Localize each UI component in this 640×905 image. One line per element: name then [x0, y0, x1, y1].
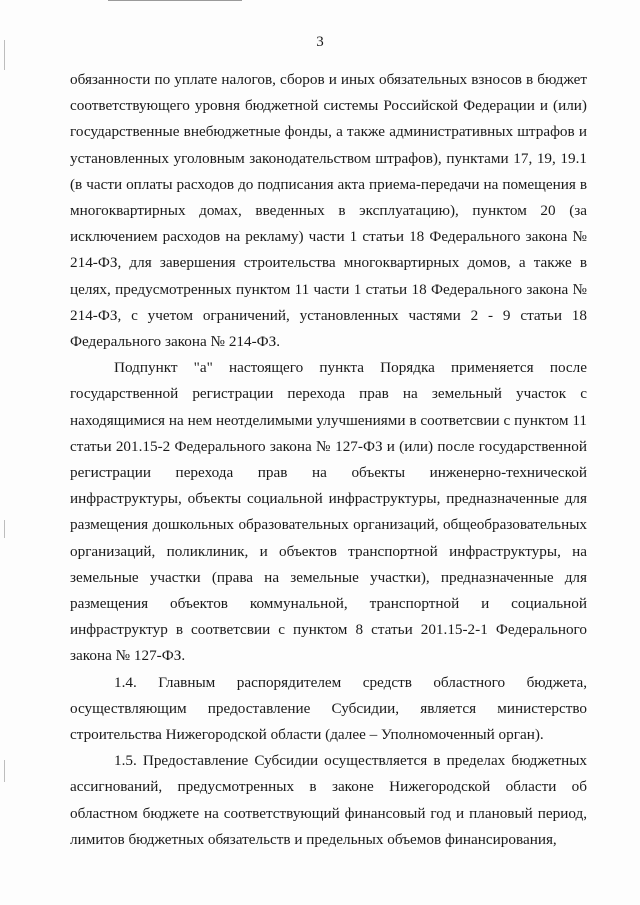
paragraph-1-4: 1.4. Главным распорядителем средств областного бюджета, осуществляющим предоставление Субсидии, является министерство строительства Нижегородской области (далее – Уполномоченный орган). — [70, 673, 587, 744]
document-body — [70, 67, 587, 853]
paragraph-1-5: 1.5. Предоставление Субсидии осуществляется в пределах бюджетных ассигнований, предусмотренных в законе Нижегородской области об областном бюджете на соответствующий финансовый год и плановый период, лимитов бюджетных обязательств и предельных объемов финансирования, — [70, 752, 587, 848]
paragraph-subclause-a: Подпункт "а" настоящего пункта Порядка применяется после государственной регистрации перехода прав на земельный участок с находящимися на нем неотделимыми улучшениями в соответсвии с пунктом 11 статьи 201.15-2 Федерального закона № 127-ФЗ и (или) после государственной регистрации перехода прав на объекты инженерно-технической инфраструктуры, объекты социальной инфраструктуры, предназначенные для размещения дошкольных образовательных организаций, общеобразовательных организаций, поликлиник, и объектов транспортной инфраструктуры, на земельные участки (права на земельные участки), предназначенные для размещения объектов коммунальной, транспортной и социальной инфраструктур в соответсвии с пунктом 8 статьи 201.15-2-1 Федерального закона № 127-ФЗ. — [70, 359, 587, 665]
top-rule — [108, 0, 242, 1]
page-number: 3 — [316, 34, 324, 50]
paragraph-continued: обязанности по уплате налогов, сборов и иных обязательных взносов в бюджет соответствующего уровня бюджетной системы Российской Федерации и (или) государственные внебюджетные фонды, а также административных штрафов и установленных уголовным законодательством штрафов), пунктами 17, 19, 19.1 (в части оплаты расходов до подписания акта приема-передачи на помещения в многоквартирных домах, введенных в эксплуатацию), пунктом 20 (за исключением расходов на рекламу) части 1 статьи 18 Федерального закона № 214-ФЗ, для завершения строительства многоквартирных домов, а также в целях, предусмотренных пунктом 11 части 1 статьи 18 Федерального закона № 214-ФЗ, с учетом ограничений, установленных частями 2 - 9 статьи 18 Федерального закона № 214-ФЗ. — [70, 71, 587, 351]
scan-mark — [4, 520, 5, 538]
scan-mark — [4, 760, 5, 782]
